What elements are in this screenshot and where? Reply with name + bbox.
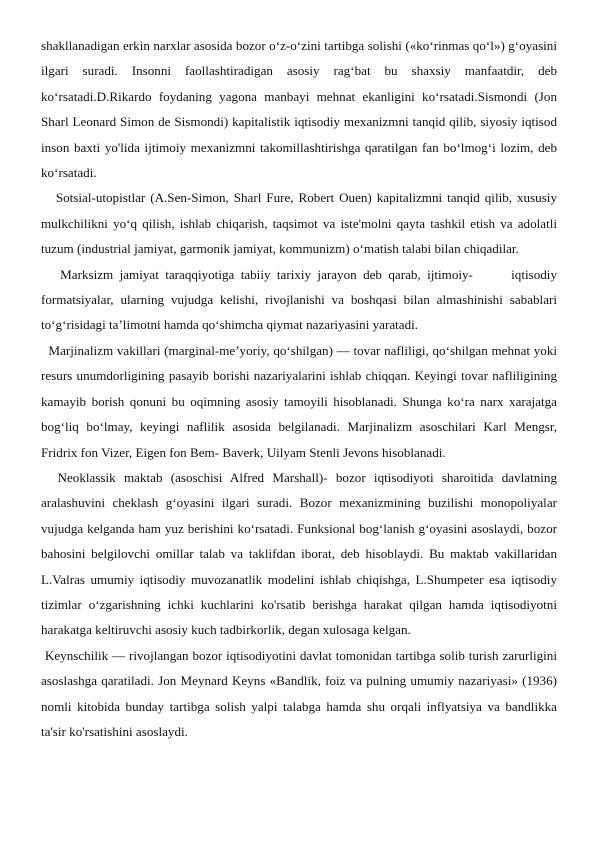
paragraph-neoclassical-school: Neoklassik maktab (asoschisi Alfred Marshall)- bozor iqtisodiyoti sharoitida davlatning aralashuvini cheklash g‘oyasini ilgari suradi. Bozor mexanizmining buzilishi monopoliyalar vujudga kelganda ham yuz berishini ko‘rsatadi. Funksional bog‘lanish g‘oyasini asoslaydi, bozor bahosini belgilovchi omillar talab va taklifdan iborat, deb hisoblaydi. Bu maktab vakillaridan L.Valras umumiy iqtisodiy muvozanatlik modelini ishlab chiqishga, L.Shumpeter esa iqtisodiy tizimlar o‘zgarishning ichki kuchlarini ko'rsatib berishga harakat qilgan hamda iqtisodiyotni harakatga keltiruvchi asosiy kuch tadbirkorlik, degan xulosaga kelgan. — [41, 469, 561, 638]
document-page — [41, 33, 561, 744]
paragraph-social-utopians: Sotsial-utopistlar (A.Sen-Simon, Sharl Fure, Robert Ouen) kapitalizmni tanqid qilib, xususiy mulkchilikni yo‘q qilish, ishlab chiqarish, taqsimot va iste'molni qayta tashkil etish va adolatli tuzum (industrial jamiyat, garmonik jamiyat, kommunizm) o‘matish talabi bilan chiqadilar. — [41, 190, 561, 257]
paragraph-keynesianism: Keynschilik — rivojlangan bozor iqtisodiyotini davlat tomonidan tartibga solib turish zarurligini asoslashga qaratiladi. Jon Meynard Keyns «Bandlik, foiz va pulning umumiy nazariyasi» (1936) nomli kitobida bunday tartibga solish yalpi talabga hamda shu orqali inflyatsiya va bandlikka ta'sir ko'rsatishini asoslaydi. — [41, 647, 561, 739]
paragraph-marginalism: Marjinalizm vakillari (marginal-me’yoriy, qo‘shilgan) — tovar nafliligi, qo‘shilgan mehnat yoki resurs unumdorligining pasayib borishi nazariyalarini ishlab chiqqan. Keyingi tovar nafliligining kamayib borish qonuni bu oqimning asosiy tamoyili hisoblanadi. Shunga ko‘ra narx xarajatga bog‘liq bo‘lmay, keyingi naflilik asosida belgilanadi. Marjinalizm asoschilari Karl Mengsr, Fridrix fon Vizer, Eigen fon Bem- Baverk, Uilyam Stenli Jevons hisoblanadi. — [41, 342, 561, 460]
paragraph-marxism: Marksizm jamiyat taraqqiyotiga tabiiy tarixiy jarayon deb qarab, ijtimoiy- iqtisodiy formatsiyalar, ularning vujudga kelishi, rivojlanishi va boshqasi bilan almashinishi sabablari to‘g‘risidagi ta’limotni hamda qo‘shimcha qiymat nazariyasini yaratadi. — [41, 266, 561, 333]
paragraph-classical-school: shakllanadigan erkin narxlar asosida bozor o‘z-o‘zini tartibga solishi («ko‘rinmas qo‘l») g‘oyasini ilgari suradi. Insonni faollashtiradigan asosiy rag‘bat bu shaxsiy manfaatdir, deb ko‘rsatadi.D.Rikardo foydaning yagona manbayi mehnat ekanligini ko‘rsatadi.Sismondi (Jon Sharl Leonard Simon de Sismondi) kapitalistik iqtisodiy mexanizmni tanqid qilib, siyosiy iqtisod inson baxti yo'lida ijtimoiy mexanizmni takomillashtirishga qaratilgan fan bo‘lmog‘i lozim, deb ko‘rsatadi. — [41, 38, 561, 181]
